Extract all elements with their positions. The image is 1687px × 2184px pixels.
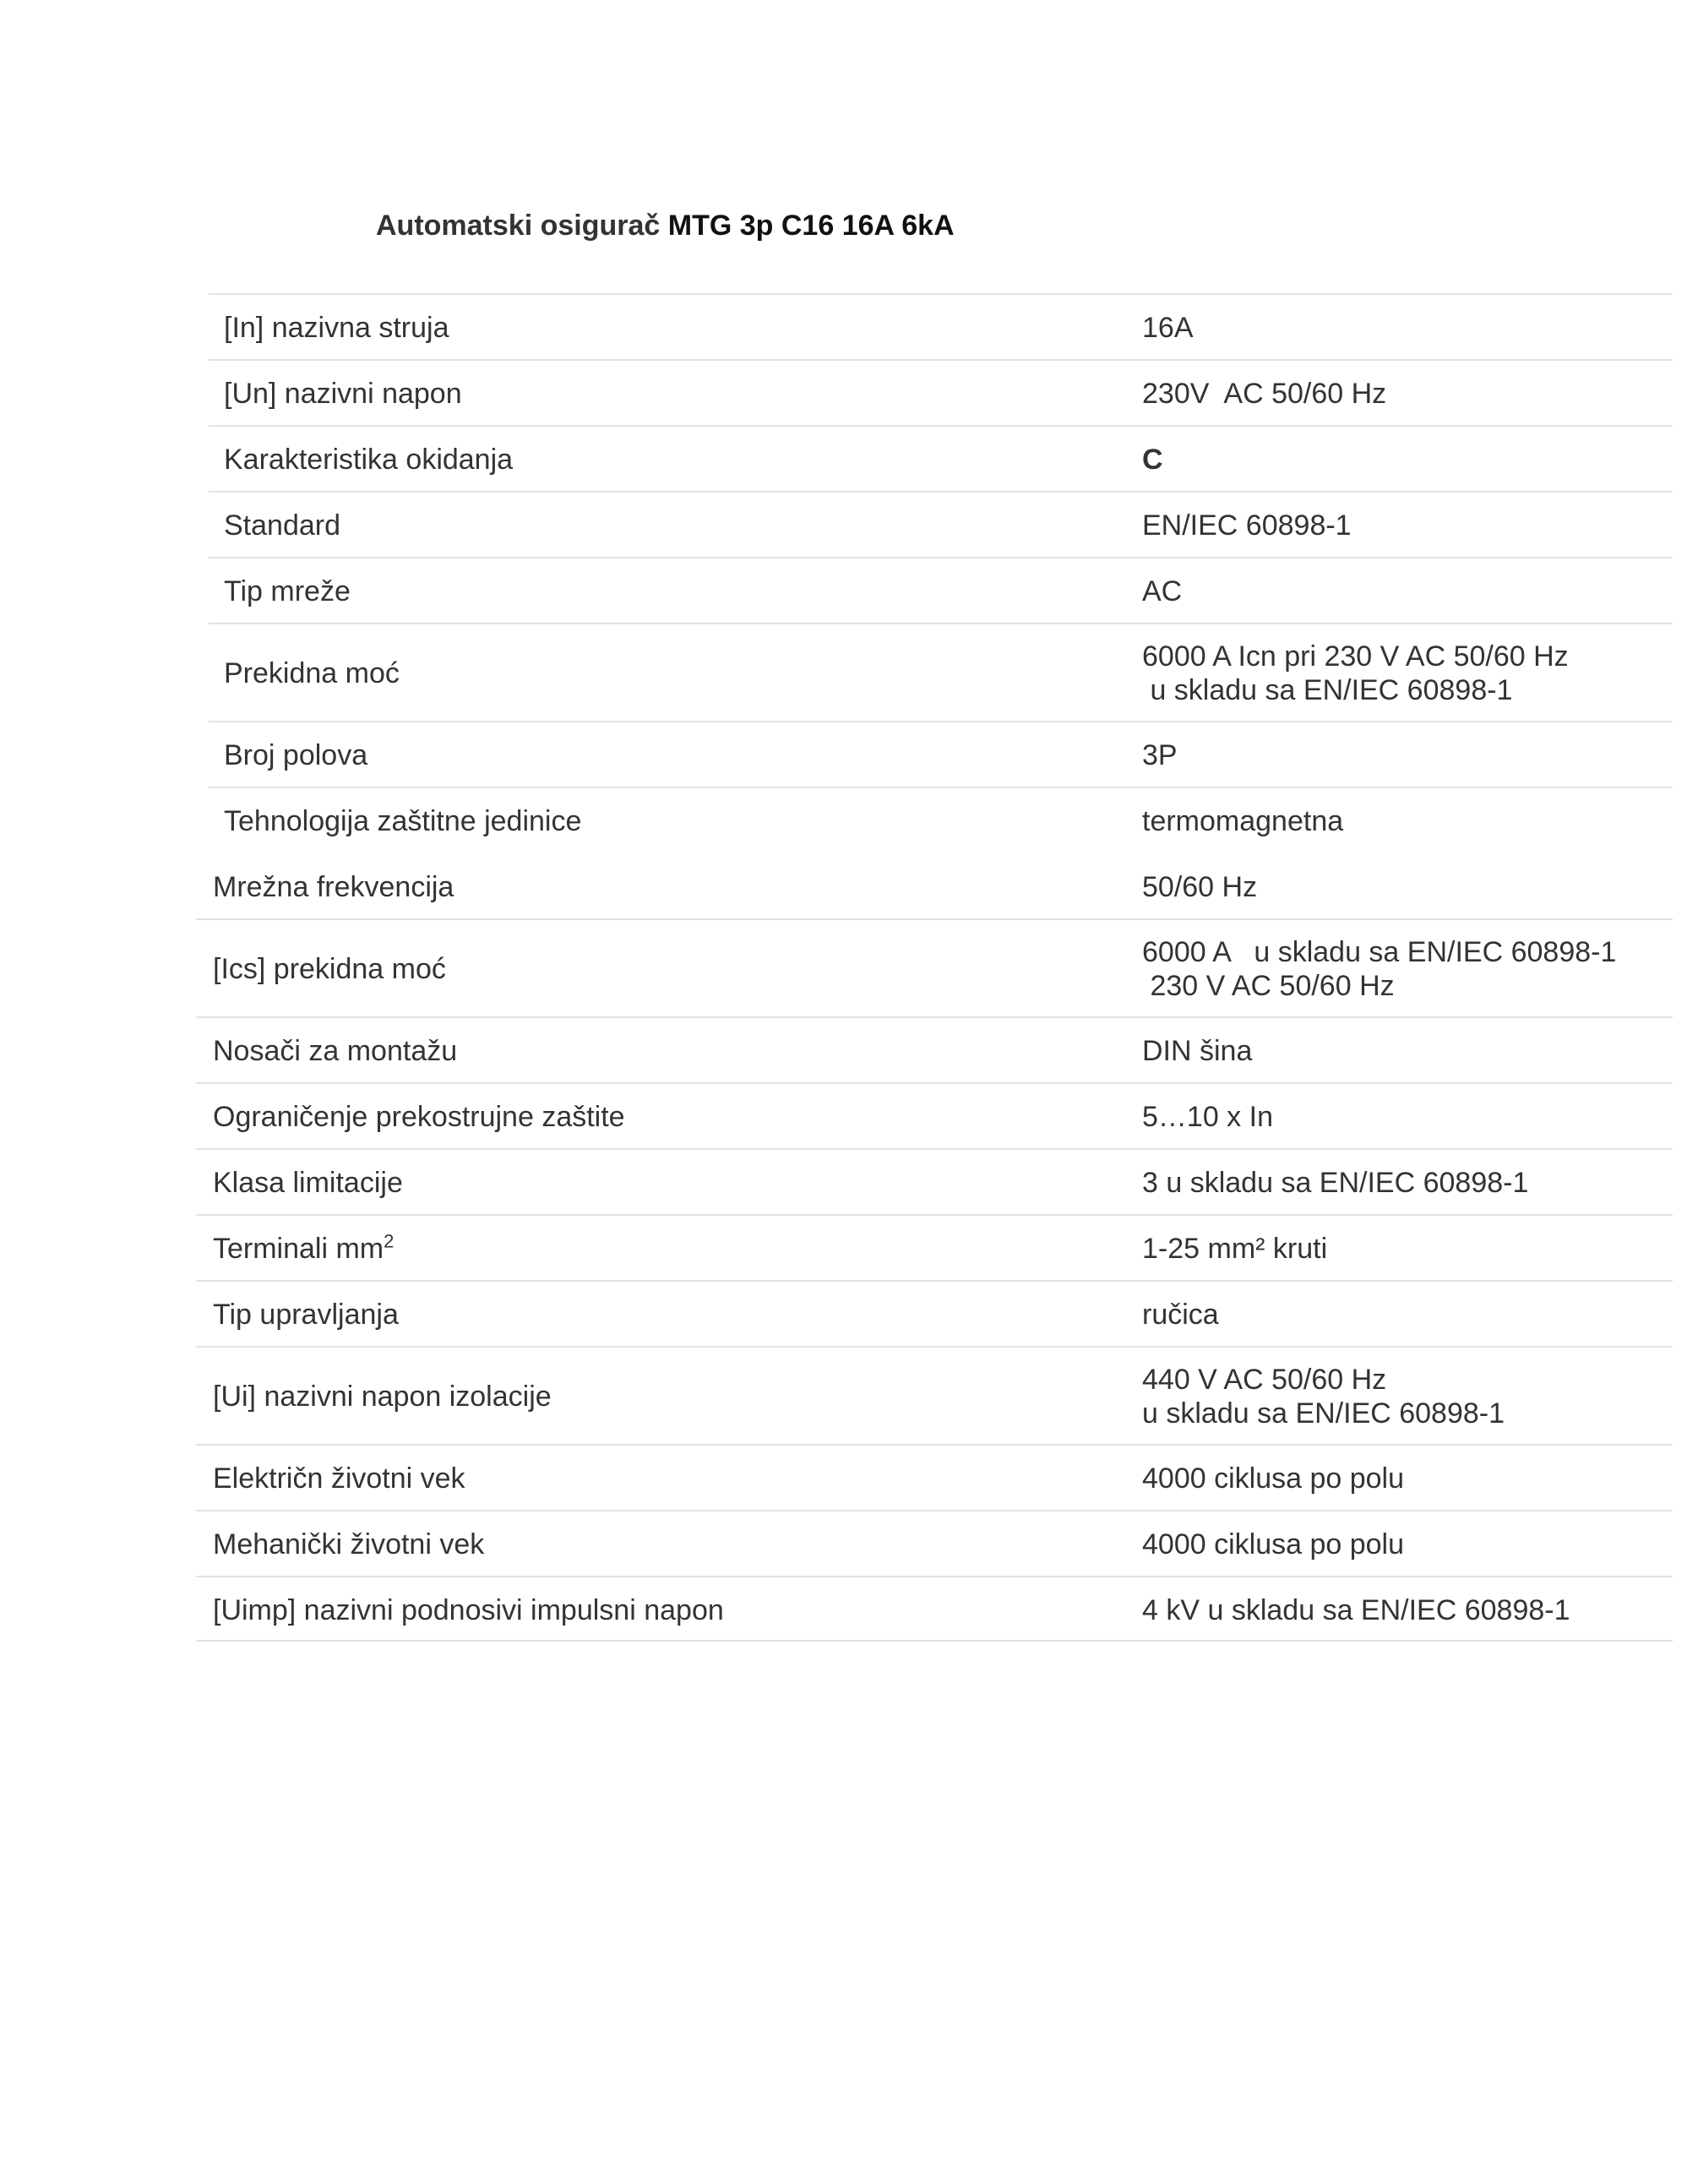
spec-value: 230V AC 50/60 Hz	[1142, 378, 1387, 410]
spec-label: Nosači za montažu	[213, 1035, 458, 1067]
spec-row	[196, 1444, 1673, 1510]
spec-label: Ograničenje prekostrujne zaštite	[213, 1101, 625, 1133]
spec-label: [Un] nazivni napon	[224, 378, 462, 410]
spec-value: 50/60 Hz	[1142, 871, 1258, 903]
spec-label: Terminali $mm^2$	[213, 1230, 395, 1265]
spec-label: [Uimp] nazivni podnosivi impulsni napon	[213, 1594, 724, 1626]
specifications-table	[0, 293, 1687, 1642]
spec-value: 4000 ciklusa po polu	[1142, 1462, 1405, 1495]
spec-label: Električn životni vek	[213, 1462, 465, 1495]
spec-row	[209, 721, 1673, 787]
spec-label: Prekidna moć	[224, 657, 400, 689]
spec-row	[196, 1346, 1673, 1444]
spec-value: termomagnetna	[1142, 805, 1344, 837]
spec-row	[196, 1576, 1673, 1642]
spec-value: AC	[1142, 575, 1183, 607]
title-prefix: Automatski osigurač	[376, 210, 661, 242]
spec-row	[209, 787, 1673, 852]
spec-label: Tip upravljanja	[213, 1299, 399, 1331]
spec-value: C	[1142, 444, 1163, 476]
spec-row	[209, 557, 1673, 623]
spec-value: 4000 ciklusa po polu	[1142, 1528, 1405, 1560]
spec-value: 3 u skladu sa EN/IEC 60898-1	[1142, 1167, 1529, 1199]
page-title	[376, 210, 955, 242]
spec-label: [In] nazivna struja	[224, 312, 449, 344]
spec-row	[209, 425, 1673, 491]
spec-row	[209, 293, 1673, 359]
spec-row	[196, 1148, 1673, 1214]
spec-row	[196, 1510, 1673, 1576]
spec-label: Mrežna frekvencija	[213, 871, 454, 903]
spec-label: Klasa limitacije	[213, 1167, 403, 1199]
spec-value: EN/IEC 60898-1	[1142, 509, 1352, 542]
spec-value: 6000 A u skladu sa EN/IEC 60898-1 230 V AC 50/60 Hz	[1142, 936, 1617, 1002]
spec-value: ručica	[1142, 1299, 1219, 1331]
spec-row	[209, 359, 1673, 425]
spec-row	[196, 1082, 1673, 1148]
spec-value: 4 kV u skladu sa EN/IEC 60898-1	[1142, 1594, 1570, 1626]
spec-value: 5…10 x In	[1142, 1101, 1273, 1133]
spec-value: 3P	[1142, 739, 1178, 771]
spec-label: Tip mreže	[224, 575, 351, 607]
title-model: MTG 3p C16 16A 6kA	[667, 210, 955, 242]
spec-row	[209, 491, 1673, 557]
spec-label: Standard	[224, 509, 340, 542]
spec-label: Broj polova	[224, 739, 368, 771]
spec-row	[196, 918, 1673, 1016]
spec-row	[196, 1280, 1673, 1346]
spec-row	[196, 1016, 1673, 1082]
spec-row	[196, 852, 1673, 918]
spec-value: 440 V AC 50/60 Hz u skladu sa EN/IEC 60898-1	[1142, 1364, 1505, 1430]
spec-label: Mehanički životni vek	[213, 1528, 485, 1560]
spec-value: 1-25 mm² kruti	[1142, 1233, 1328, 1265]
spec-value: 6000 A Icn pri 230 V AC 50/60 Hz u skladu sa EN/IEC 60898-1	[1142, 640, 1569, 706]
spec-row	[196, 1214, 1673, 1280]
spec-label: [Ics] prekidna moć	[213, 953, 446, 985]
superscript: 2	[384, 1230, 395, 1252]
spec-label: Karakteristika okidanja	[224, 444, 514, 476]
spec-label: [Ui] nazivni napon izolacije	[213, 1381, 552, 1413]
spec-value: 16A	[1142, 312, 1194, 344]
spec-value: DIN šina	[1142, 1035, 1253, 1067]
spec-label: Tehnologija zaštitne jedinice	[224, 805, 582, 837]
spec-row	[209, 623, 1673, 721]
